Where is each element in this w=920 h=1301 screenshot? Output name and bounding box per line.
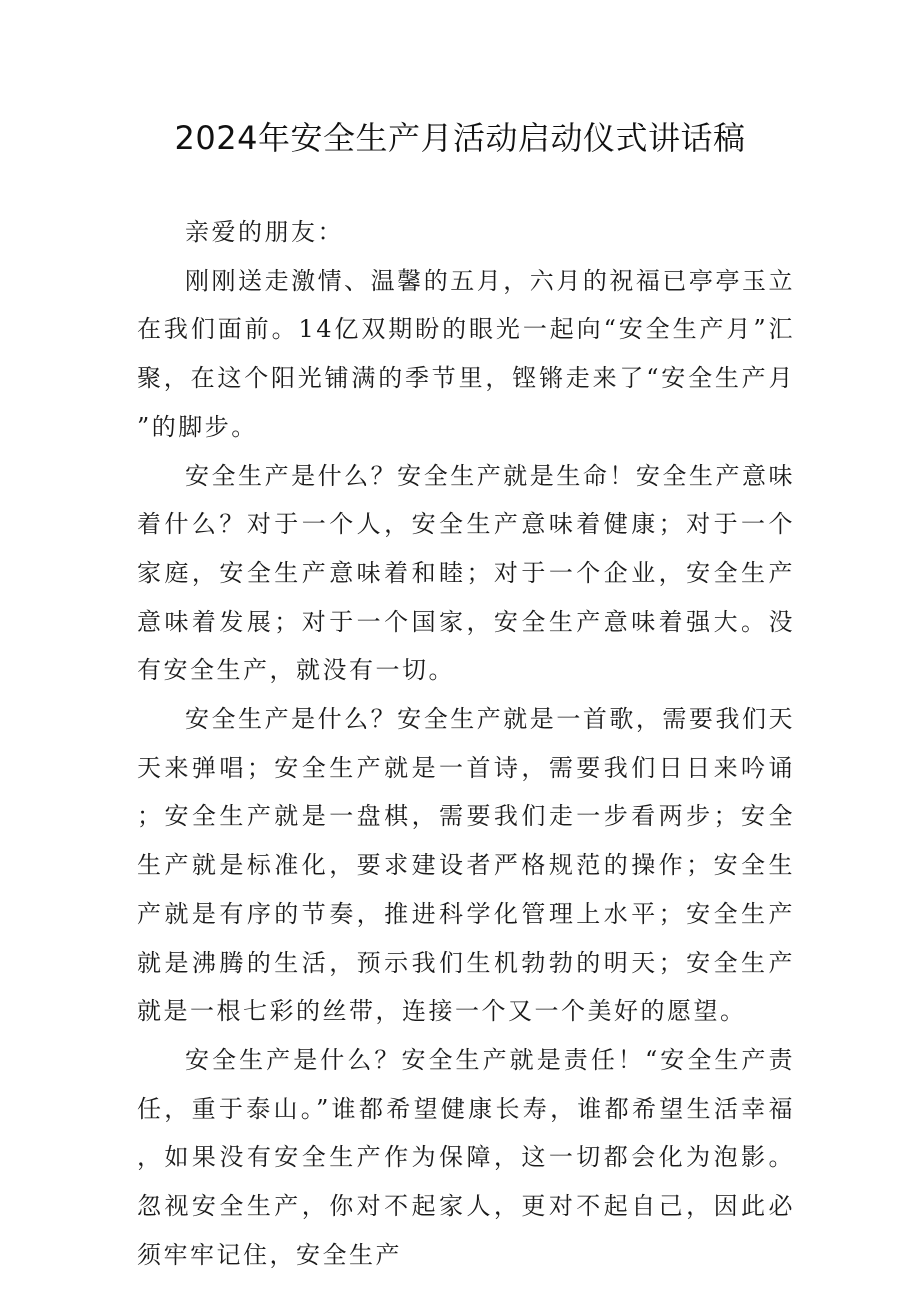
document-body [137,208,795,1279]
paragraph-4: 安全生产是什么？安全生产就是责任！“安全生产责任，重于泰山。”谁都希望健康长寿，谁都希望生活幸福，如果没有安全生产作为保障，这一切都会化为泡影。忽视安全生产，你对不起家人，更对不起自己，因此必须牢牢记住，安全生产 [137,1045,795,1269]
paragraph-1: 刚刚送走激情、温馨的五月，六月的祝福已亭亭玉立在我们面前。14亿双期盼的眼光一起向“安全生产月”汇聚，在这个阳光铺满的季节里，铿锵走来了“安全生产月”的脚步。 [137,266,795,441]
paragraph-3: 安全生产是什么？安全生产就是一首歌，需要我们天天来弹唱；安全生产就是一首诗，需要我们日日来吟诵；安全生产就是一盘棋，需要我们走一步看两步；安全生产就是标准化，要求建设者严格规范的操作；安全生产就是有序的节奏，推进科学化管理上水平；安全生产就是沸腾的生活，预示我们生机勃勃的明天；安全生产就是一根七彩的丝带，连接一个又一个美好的愿望。 [137,705,795,1026]
document-title: 2024年安全生产月活动启动仪式讲话稿 [174,119,746,157]
paragraph-2: 安全生产是什么？安全生产就是生命！安全生产意味着什么？对于一个人，安全生产意味着健康；对于一个家庭，安全生产意味着和睦；对于一个企业，安全生产意味着发展；对于一个国家，安全生产意味着强大。没有安全生产，就没有一切。 [137,461,795,685]
salutation: 亲爱的朋友： [185,218,344,246]
